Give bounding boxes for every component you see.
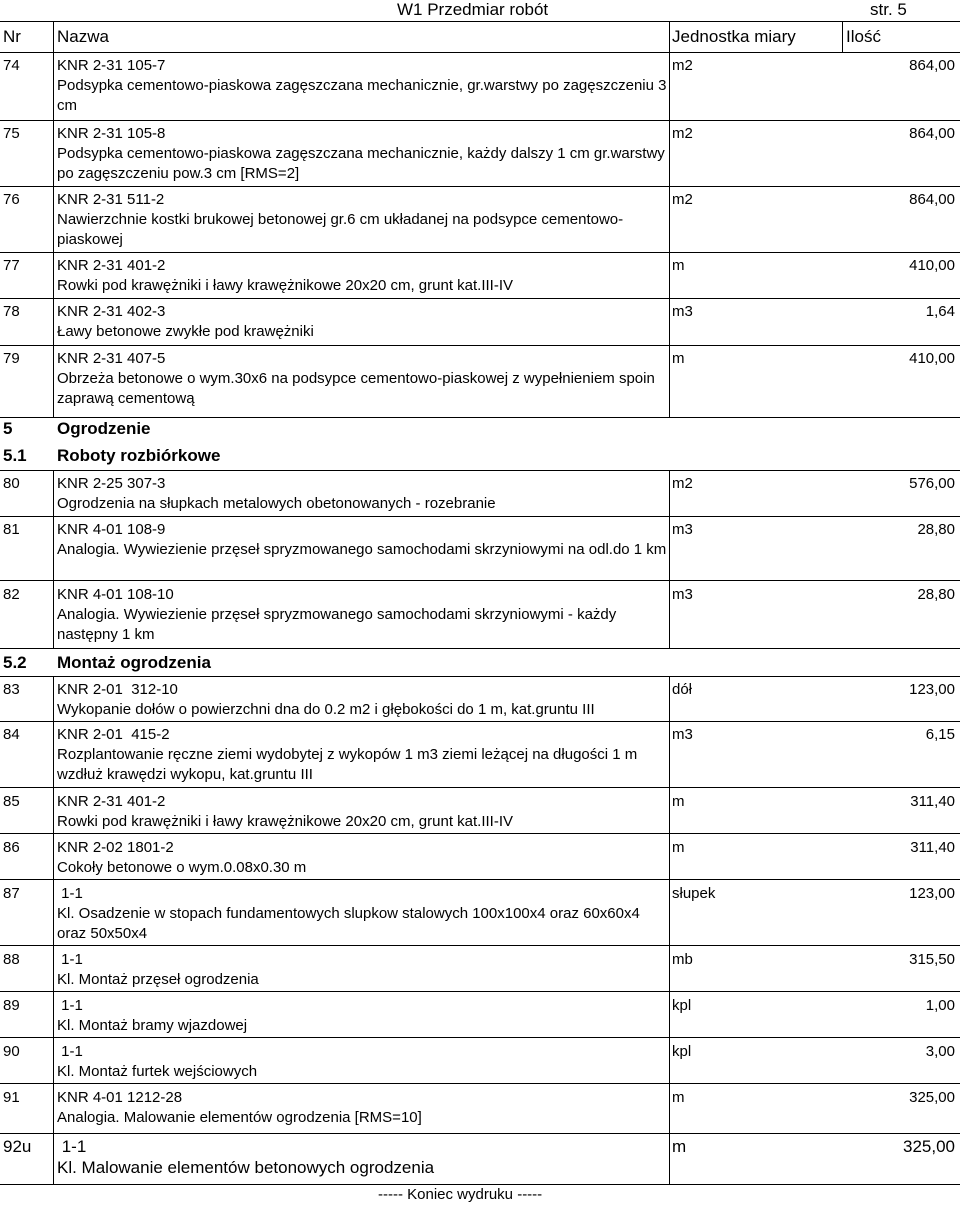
column-divider (53, 470, 54, 648)
catalog-code: KNR 2-31 402-3 (57, 303, 166, 320)
row-separator (0, 1037, 960, 1038)
catalog-code: KNR 2-31 407-5 (57, 350, 166, 367)
row-separator (0, 120, 960, 121)
unit: m (672, 1137, 687, 1156)
row-separator (0, 648, 960, 649)
item-description: Kl. Osadzenie w stopach fundamentowych slupkow stalowych 100x100x4 oraz 60x60x4 oraz 50x50x4 (57, 905, 640, 942)
quantity: 3,00 (925, 1043, 955, 1060)
row-separator (0, 879, 960, 880)
quantity: 1,64 (925, 303, 955, 320)
quantity: 864,00 (909, 125, 955, 142)
unit: m3 (672, 726, 693, 743)
quantity: 325,00 (903, 1137, 955, 1156)
row-separator (0, 1133, 960, 1134)
row-separator (0, 417, 960, 418)
unit: m3 (672, 586, 693, 603)
item-description: Podsypka cementowo-piaskowa zagęszczana mechanicznie, gr.warstwy po zagęszczeniu 3 cm (57, 77, 667, 114)
section-title: Ogrodzenie (57, 419, 151, 438)
unit: m (672, 1089, 685, 1106)
item-description: Analogia. Wywiezienie przęseł spryzmowanego samochodami skrzyniowymi - każdy następny 1 km (57, 606, 617, 643)
unit: kpl (672, 997, 692, 1014)
unit: m2 (672, 191, 693, 208)
item-description: Wykopanie dołów o powierzchni dna do 0.2 m2 i głębokości do 1 m, kat.gruntu III (57, 701, 595, 718)
catalog-code: KNR 2-25 307-3 (57, 475, 166, 492)
column-header-qty: Ilość (846, 27, 881, 46)
item-description: Cokoły betonowe o wym.0.08x0.30 m (57, 859, 307, 876)
quantity: 123,00 (909, 885, 955, 902)
catalog-code: KNR 4-01 1212-28 (57, 1089, 183, 1106)
row-number: 76 (3, 191, 20, 208)
item-description: Ławy betonowe zwykłe pod krawężniki (57, 323, 314, 340)
item-description: Rowki pod krawężniki i ławy krawężnikowe 20x20 cm, grunt kat.III-IV (57, 277, 514, 294)
row-separator (0, 298, 960, 299)
quantity: 28,80 (917, 586, 955, 603)
unit: m2 (672, 475, 693, 492)
column-divider (669, 470, 670, 648)
catalog-code: 1-1 (57, 951, 83, 968)
item-description: Rozplantowanie ręczne ziemi wydobytej z wykopów 1 m3 ziemi leżącej na długości 1 m wzdłuż krawędzi wykopu, kat.gruntu III (57, 746, 638, 783)
unit: m (672, 257, 685, 274)
unit: mb (672, 951, 693, 968)
row-separator (0, 516, 960, 517)
catalog-code: 1-1 (57, 997, 83, 1014)
row-number: 90 (3, 1043, 20, 1060)
section-number: 5 (3, 419, 13, 438)
quantity: 123,00 (909, 681, 955, 698)
row-number: 91 (3, 1089, 20, 1106)
catalog-code: KNR 4-01 108-10 (57, 586, 174, 603)
quantity: 1,00 (925, 997, 955, 1014)
unit: m (672, 839, 685, 856)
unit: kpl (672, 1043, 692, 1060)
quantity: 28,80 (917, 521, 955, 538)
unit: m3 (672, 303, 693, 320)
row-number: 87 (3, 885, 20, 902)
catalog-code: KNR 2-02 1801-2 (57, 839, 174, 856)
row-number: 77 (3, 257, 20, 274)
unit: m (672, 350, 685, 367)
item-description: Kl. Malowanie elementów betonowych ogrodzenia (57, 1158, 435, 1177)
unit: m (672, 793, 685, 810)
item-description: Analogia. Malowanie elementów ogrodzenia [RMS=10] (57, 1109, 422, 1126)
item-description: Analogia. Wywiezienie przęseł spryzmowanego samochodami skrzyniowymi na odl.do 1 km (57, 541, 667, 558)
row-number: 88 (3, 951, 20, 968)
column-header-name: Nazwa (57, 27, 109, 46)
row-separator (0, 833, 960, 834)
catalog-code: 1-1 (57, 1043, 83, 1060)
row-separator (0, 345, 960, 346)
row-number: 79 (3, 350, 20, 367)
row-separator (0, 991, 960, 992)
column-header-nr: Nr (3, 27, 21, 46)
column-divider (669, 21, 670, 417)
section-number: 5.2 (3, 653, 27, 672)
column-divider (53, 676, 54, 1184)
section-title: Roboty rozbiórkowe (57, 446, 221, 465)
header-bottom-rule (0, 52, 960, 53)
row-separator (0, 787, 960, 788)
item-description: Obrzeża betonowe o wym.30x6 na podsypce cementowo-piaskowej z wypełnieniem spoin zaprawą cementową (57, 370, 655, 407)
item-description: Rowki pod krawężniki i ławy krawężnikowe 20x20 cm, grunt kat.III-IV (57, 813, 514, 830)
catalog-code: KNR 2-31 511-2 (57, 191, 165, 208)
quantity: 315,50 (909, 951, 955, 968)
row-number: 78 (3, 303, 20, 320)
quantity: 864,00 (909, 57, 955, 74)
column-divider (669, 676, 670, 1184)
section-number: 5.1 (3, 446, 27, 465)
unit: słupek (672, 885, 716, 902)
quantity: 410,00 (909, 257, 955, 274)
quantity: 576,00 (909, 475, 955, 492)
catalog-code: KNR 4-01 108-9 (57, 521, 166, 538)
column-divider (53, 21, 54, 417)
item-description: Kl. Montaż bramy wjazdowej (57, 1017, 248, 1034)
row-separator (0, 676, 960, 677)
catalog-code: 1-1 (57, 1137, 87, 1156)
row-number: 74 (3, 57, 20, 74)
page-number: str. 5 (870, 0, 907, 19)
row-number: 81 (3, 521, 20, 538)
unit: m2 (672, 57, 693, 74)
quantity: 410,00 (909, 350, 955, 367)
row-separator (0, 1083, 960, 1084)
row-number: 80 (3, 475, 20, 492)
item-description: Kl. Montaż furtek wejściowych (57, 1063, 258, 1080)
unit: m2 (672, 125, 693, 142)
section-title: Montaż ogrodzenia (57, 653, 211, 672)
row-separator (0, 186, 960, 187)
header-top-rule (0, 21, 960, 22)
item-description: Podsypka cementowo-piaskowa zagęszczana mechanicznie, każdy dalszy 1 cm gr.warstwy po zagęszczeniu pow.3 cm [RMS=2] (57, 145, 665, 182)
row-separator (0, 580, 960, 581)
catalog-code: KNR 2-01 415-2 (57, 726, 170, 743)
catalog-code: KNR 2-01 312-10 (57, 681, 178, 698)
row-separator (0, 945, 960, 946)
unit: dół (672, 681, 693, 698)
row-number: 85 (3, 793, 20, 810)
quantity: 311,40 (910, 839, 955, 856)
row-separator (0, 470, 960, 471)
document-title: W1 Przedmiar robót (397, 0, 549, 19)
quantity: 864,00 (909, 191, 955, 208)
item-description: Ogrodzenia na słupkach metalowych obetonowanych - rozebranie (57, 495, 496, 512)
row-number: 83 (3, 681, 20, 698)
catalog-code: KNR 2-31 401-2 (57, 793, 166, 810)
row-number: 92u (3, 1137, 32, 1156)
quantity: 311,40 (910, 793, 955, 810)
item-description: Kl. Montaż przęseł ogrodzenia (57, 971, 259, 988)
quantity: 325,00 (909, 1089, 955, 1106)
row-number: 82 (3, 586, 20, 603)
catalog-code: 1-1 (57, 885, 83, 902)
row-number: 89 (3, 997, 20, 1014)
row-separator (0, 252, 960, 253)
row-number: 84 (3, 726, 20, 743)
row-number: 75 (3, 125, 20, 142)
catalog-code: KNR 2-31 105-8 (57, 125, 166, 142)
column-divider (842, 21, 843, 52)
item-description: Nawierzchnie kostki brukowej betonowej gr.6 cm układanej na podsypce cementowo-piaskowej (57, 211, 624, 248)
end-of-printout: ----- Koniec wydruku ----- (378, 1186, 543, 1203)
catalog-code: KNR 2-31 401-2 (57, 257, 166, 274)
column-header-unit: Jednostka miary (672, 27, 796, 46)
row-number: 86 (3, 839, 20, 856)
unit: m3 (672, 521, 693, 538)
catalog-code: KNR 2-31 105-7 (57, 57, 166, 74)
row-separator (0, 721, 960, 722)
quantity: 6,15 (925, 726, 955, 743)
